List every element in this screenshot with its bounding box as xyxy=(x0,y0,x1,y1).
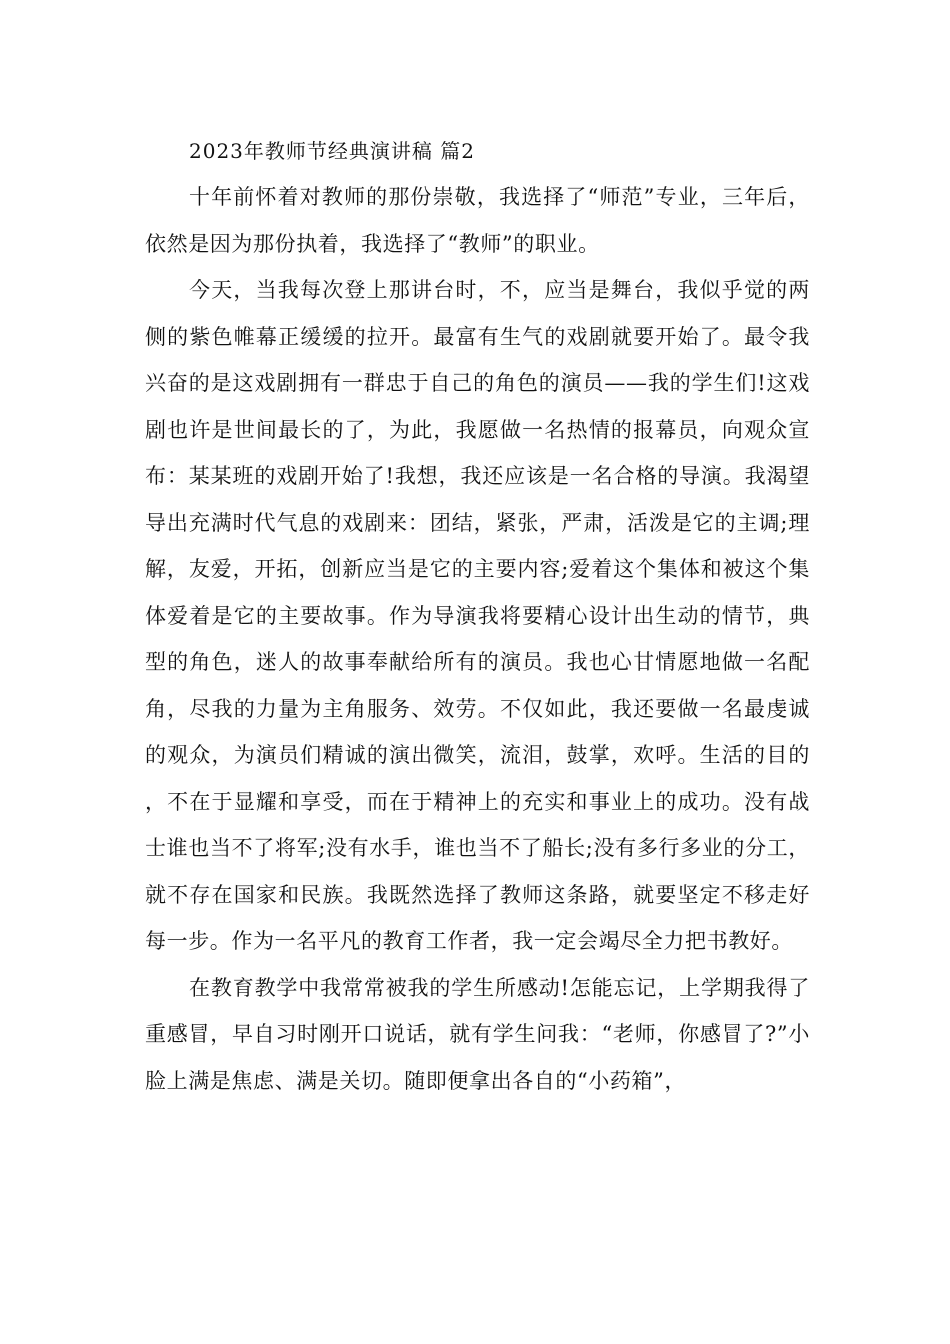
paragraph-1: 十年前怀着对教师的那份崇敬，我选择了“师范”专业，三年后，依然是因为那份执着，我选择了“教师”的职业。 xyxy=(145,185,810,256)
paragraph-3: 在教育教学中我常常被我的学生所感动!怎能忘记，上学期我得了重感冒，早自习时刚开口说话，就有学生问我：“老师，你感冒了?”小脸上满是焦虑、满是关切。随即便拿出各自的“小药箱”， xyxy=(145,975,810,1093)
paragraph-2: 今天，当我每次登上那讲台时，不，应当是舞台，我似乎觉的两侧的紫色帷幕正缓缓的拉开。最富有生气的戏剧就要开始了。最令我兴奋的是这戏剧拥有一群忠于自己的角色的演员——我的学生们!这戏剧也许是世间最长的了，为此，我愿做一名热情的报幕员，向观众宣布：某某班的戏剧开始了!我想，我还应该是一名合格的导演。我渴望导出充满时代气息的戏剧来：团结，紧张，严肃，活泼是它的主调;理解，友爱，开拓，创新应当是它的主要内容;爱着这个集体和被这个集体爱着是它的主要故事。作为导演我将要精心设计出生动的情节，典型的角色，迷人的故事奉献给所有的演员。我也心甘情愿地做一名配角，尽我的力量为主角服务、效劳。不仅如此，我还要做一名最虔诚的观众，为演员们精诚的演出微笑，流泪，鼓掌，欢呼。生活的目的，不在于显耀和享受，而在于精神上的充实和事业上的成功。没有战士谁也当不了将军;没有水手，谁也当不了船长;没有多行多业的分工，就不存在国家和民族。我既然选择了教师这条路，就要坚定不移走好每一步。作为一名平凡的教育工作者，我一定会竭尽全力把书教好。 xyxy=(145,278,810,953)
document-body xyxy=(145,128,810,1104)
document-title: 2023年教师节经典演讲稿 篇2 xyxy=(189,139,475,163)
